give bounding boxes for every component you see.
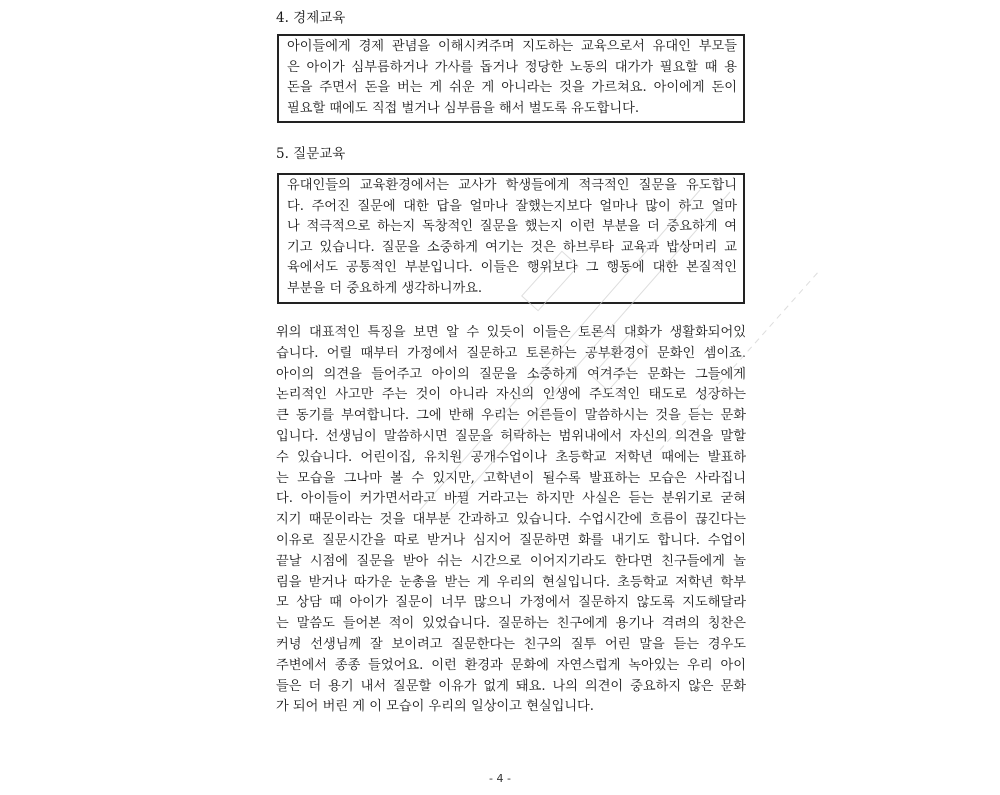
section-heading-question: 5. 질문교육 [276, 146, 346, 162]
body-line: 다. 아이들이 커가면서라고 바뀔 거라고는 하지만 사실은 듣는 분위기로 굳혀 [276, 491, 746, 507]
economy-box [277, 34, 745, 123]
section-heading-economy: 4. 경제교육 [276, 10, 346, 26]
body-line: 는 말씀도 들어본 적이 있었습니다. 질문하는 친구에게 용기나 격려의 칭찬은 [276, 616, 746, 632]
body-paragraph [276, 323, 746, 718]
box-line: 기고 있습니다. 질문을 소중하게 여기는 것은 하브루타 교육과 밥상머리 교 [287, 239, 737, 255]
box-line: 은 아이가 심부름하거나 가사를 돕거나 정당한 노동의 대가가 필요할 때 용 [287, 59, 737, 75]
body-line: 는 모습을 그나마 볼 수 있지만, 고학년이 될수록 발표하는 모습은 사라집니 [276, 470, 746, 486]
body-line: 논리적인 사고만 주는 것이 아니라 자신의 인생에 주도적인 태도로 성장하는 [276, 387, 746, 403]
box-line: 필요할 때에도 직접 벌거나 심부름을 해서 벌도록 유도합니다. [287, 100, 640, 116]
body-line: 커녕 선생님께 잘 보이려고 질문한다는 친구의 질투 어린 말을 듣는 경우도 [276, 636, 746, 652]
page-number: - 4 - [489, 772, 511, 785]
body-line: 위의 대표적인 특징을 보면 알 수 있듯이 이들은 토론식 대화가 생활화되어있 [276, 325, 746, 340]
body-line: 지기 때문이라는 것을 대부분 간과하고 있습니다. 수업시간에 흐름이 끊긴다는 [276, 512, 746, 528]
body-line: 입니다. 선생님이 말씀하시면 질문을 허락하는 범위내에서 자신의 의견을 말할 [276, 428, 746, 444]
box-line: 육에서도 공통적인 부분입니다. 이들은 행위보다 그 행동에 대한 본질적인 [287, 260, 737, 275]
box-line: 부분을 더 중요하게 생각하니까요. [287, 280, 483, 296]
body-line: 림을 받거나 따가운 눈총을 받는 게 우리의 현실입니다. 초등학교 저학년 학부 [276, 574, 746, 590]
body-line: 주변에서 종종 들었어요. 이런 환경과 문화에 자연스럽게 녹아있는 우리 아이 [276, 657, 746, 673]
body-line: 큰 동기를 부여합니다. 그에 반해 우리는 어른들이 말씀하시는 것을 듣는 문화 [276, 408, 746, 424]
box-line: 나 적극적으로 하는지 독창적인 질문을 했는지 이런 부분을 더 중요하게 여 [287, 219, 737, 234]
body-line: 아이의 의견을 들어주고 아이의 질문을 소중하게 여겨주는 문화는 그들에게 [276, 366, 746, 382]
box-line: 아이들에게 경제 관념을 이해시켜주며 지도하는 교육으로서 유대인 부모들 [287, 39, 737, 54]
box-line: 유대인들의 교육환경에서는 교사가 학생들에게 적극적인 질문을 유도합니 [287, 178, 737, 193]
body-line: 습니다. 어릴 때부터 가정에서 질문하고 토론하는 공부환경이 문화인 셈이죠. [276, 345, 746, 361]
box-line: 다. 주어진 질문에 대한 답을 얼마나 잘했는지보다 얼마나 많이 하고 얼마 [287, 198, 737, 214]
body-line: 수 있습니다. 어린이집, 유치원 공개수업이나 초등학교 저학년 때에는 발표하 [276, 449, 746, 465]
body-line: 이유로 질문시간을 따로 받거나 심지어 질문하면 화를 내기도 합니다. 수업이 [276, 532, 746, 548]
body-line: 모 상담 때 아이가 질문이 너무 많으니 가정에서 질문하지 않도록 지도해달라 [276, 595, 746, 611]
body-line: 가 되어 버린 게 이 모습이 우리의 일상이고 현실입니다. [276, 699, 594, 715]
body-line: 끝날 시점에 질문을 받아 쉬는 시간으로 이어지기라도 한다면 친구들에게 놀 [276, 553, 746, 569]
question-box [277, 173, 745, 304]
box-line: 돈을 주면서 돈을 버는 게 쉬운 게 아니라는 것을 가르쳐요. 아이에게 돈이 [287, 80, 737, 95]
body-line: 들은 더 용기 내서 질문할 이유가 없게 돼요. 나의 의견이 중요하지 않은 문화 [276, 678, 746, 694]
